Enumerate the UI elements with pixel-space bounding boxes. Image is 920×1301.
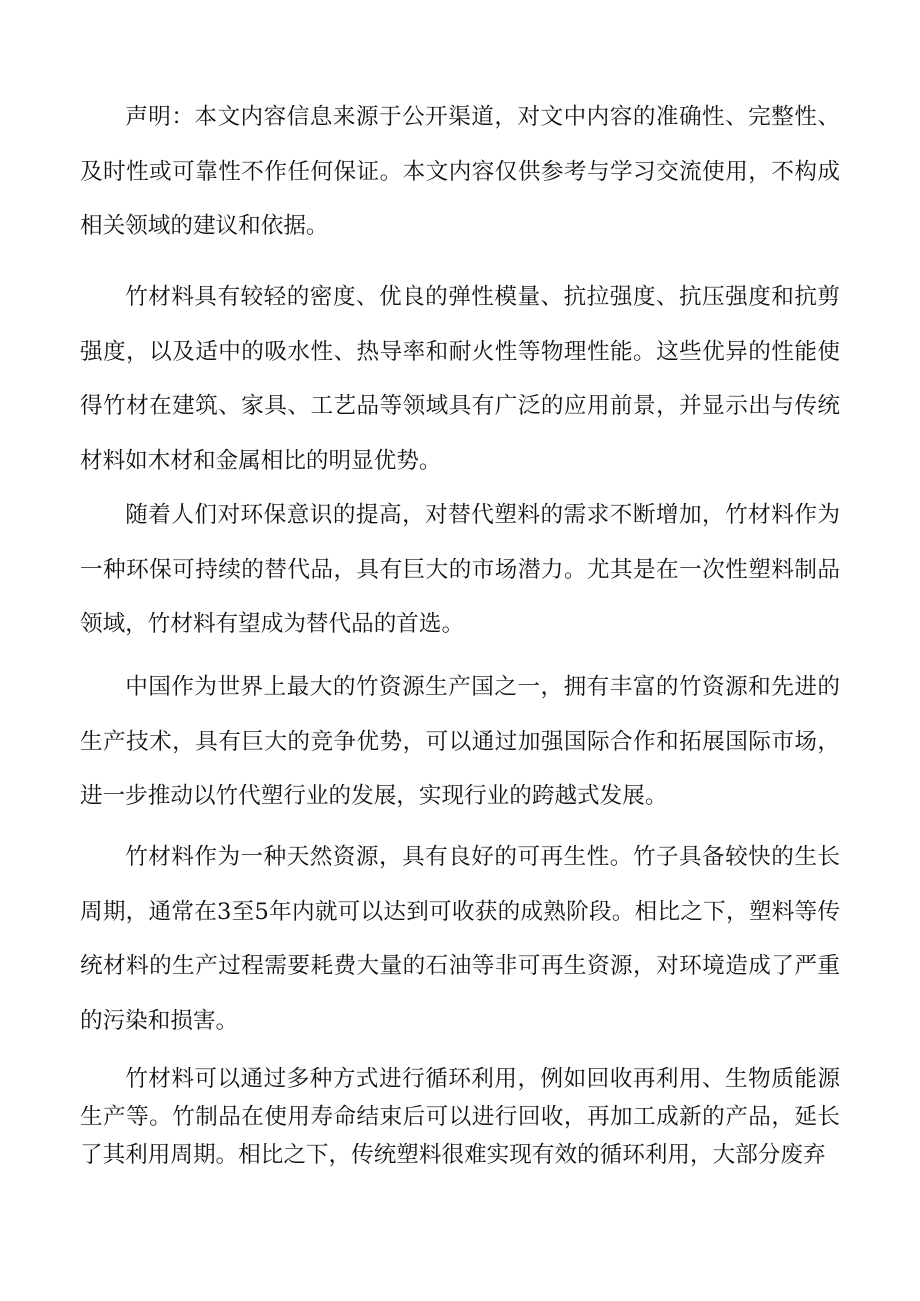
body-paragraph: 随着人们对环保意识的提高，对替代塑料的需求不断增加，竹材料作为一种环保可持续的替代品，具有巨大的市场潜力。尤其是在一次性塑料制品领域，竹材料有望成为替代品的首选。 bbox=[80, 502, 840, 637]
body-paragraph: 竹材料具有较轻的密度、优良的弹性模量、抗拉强度、抗压强度和抗剪强度，以及适中的吸水性、热导率和耐火性等物理性能。这些优异的性能使得竹材在建筑、家具、工艺品等领域具有广泛的应用前景，并显示出与传统材料如木材和金属相比的明显优势。 bbox=[80, 284, 840, 474]
body-paragraph: 竹材料作为一种天然资源，具有良好的可再生性。竹子具备较快的生长周期，通常在3至5年内就可以达到可收获的成熟阶段。相比之下，塑料等传统材料的生产过程需要耗费大量的石油等非可再生资源，对环境造成了严重的污染和损害。 bbox=[80, 844, 840, 1034]
disclaimer-paragraph: 声明：本文内容信息来源于公开渠道，对文中内容的准确性、完整性、及时性或可靠性不作任何保证。本文内容仅供参考与学习交流使用，不构成相关领域的建议和依据。 bbox=[80, 104, 840, 239]
body-paragraph: 竹材料可以通过多种方式进行循环利用，例如回收再利用、生物质能源生产等。竹制品在使用寿命结束后可以进行回收，再加工成新的产品，延长了其利用周期。相比之下，传统塑料很难实现有效的循环利用，大部分废弃 bbox=[80, 1066, 840, 1168]
body-paragraph: 中国作为世界上最大的竹资源生产国之一，拥有丰富的竹资源和先进的生产技术，具有巨大的竞争优势，可以通过加强国际合作和拓展国际市场，进一步推动以竹代塑行业的发展，实现行业的跨越式发展。 bbox=[80, 674, 840, 809]
